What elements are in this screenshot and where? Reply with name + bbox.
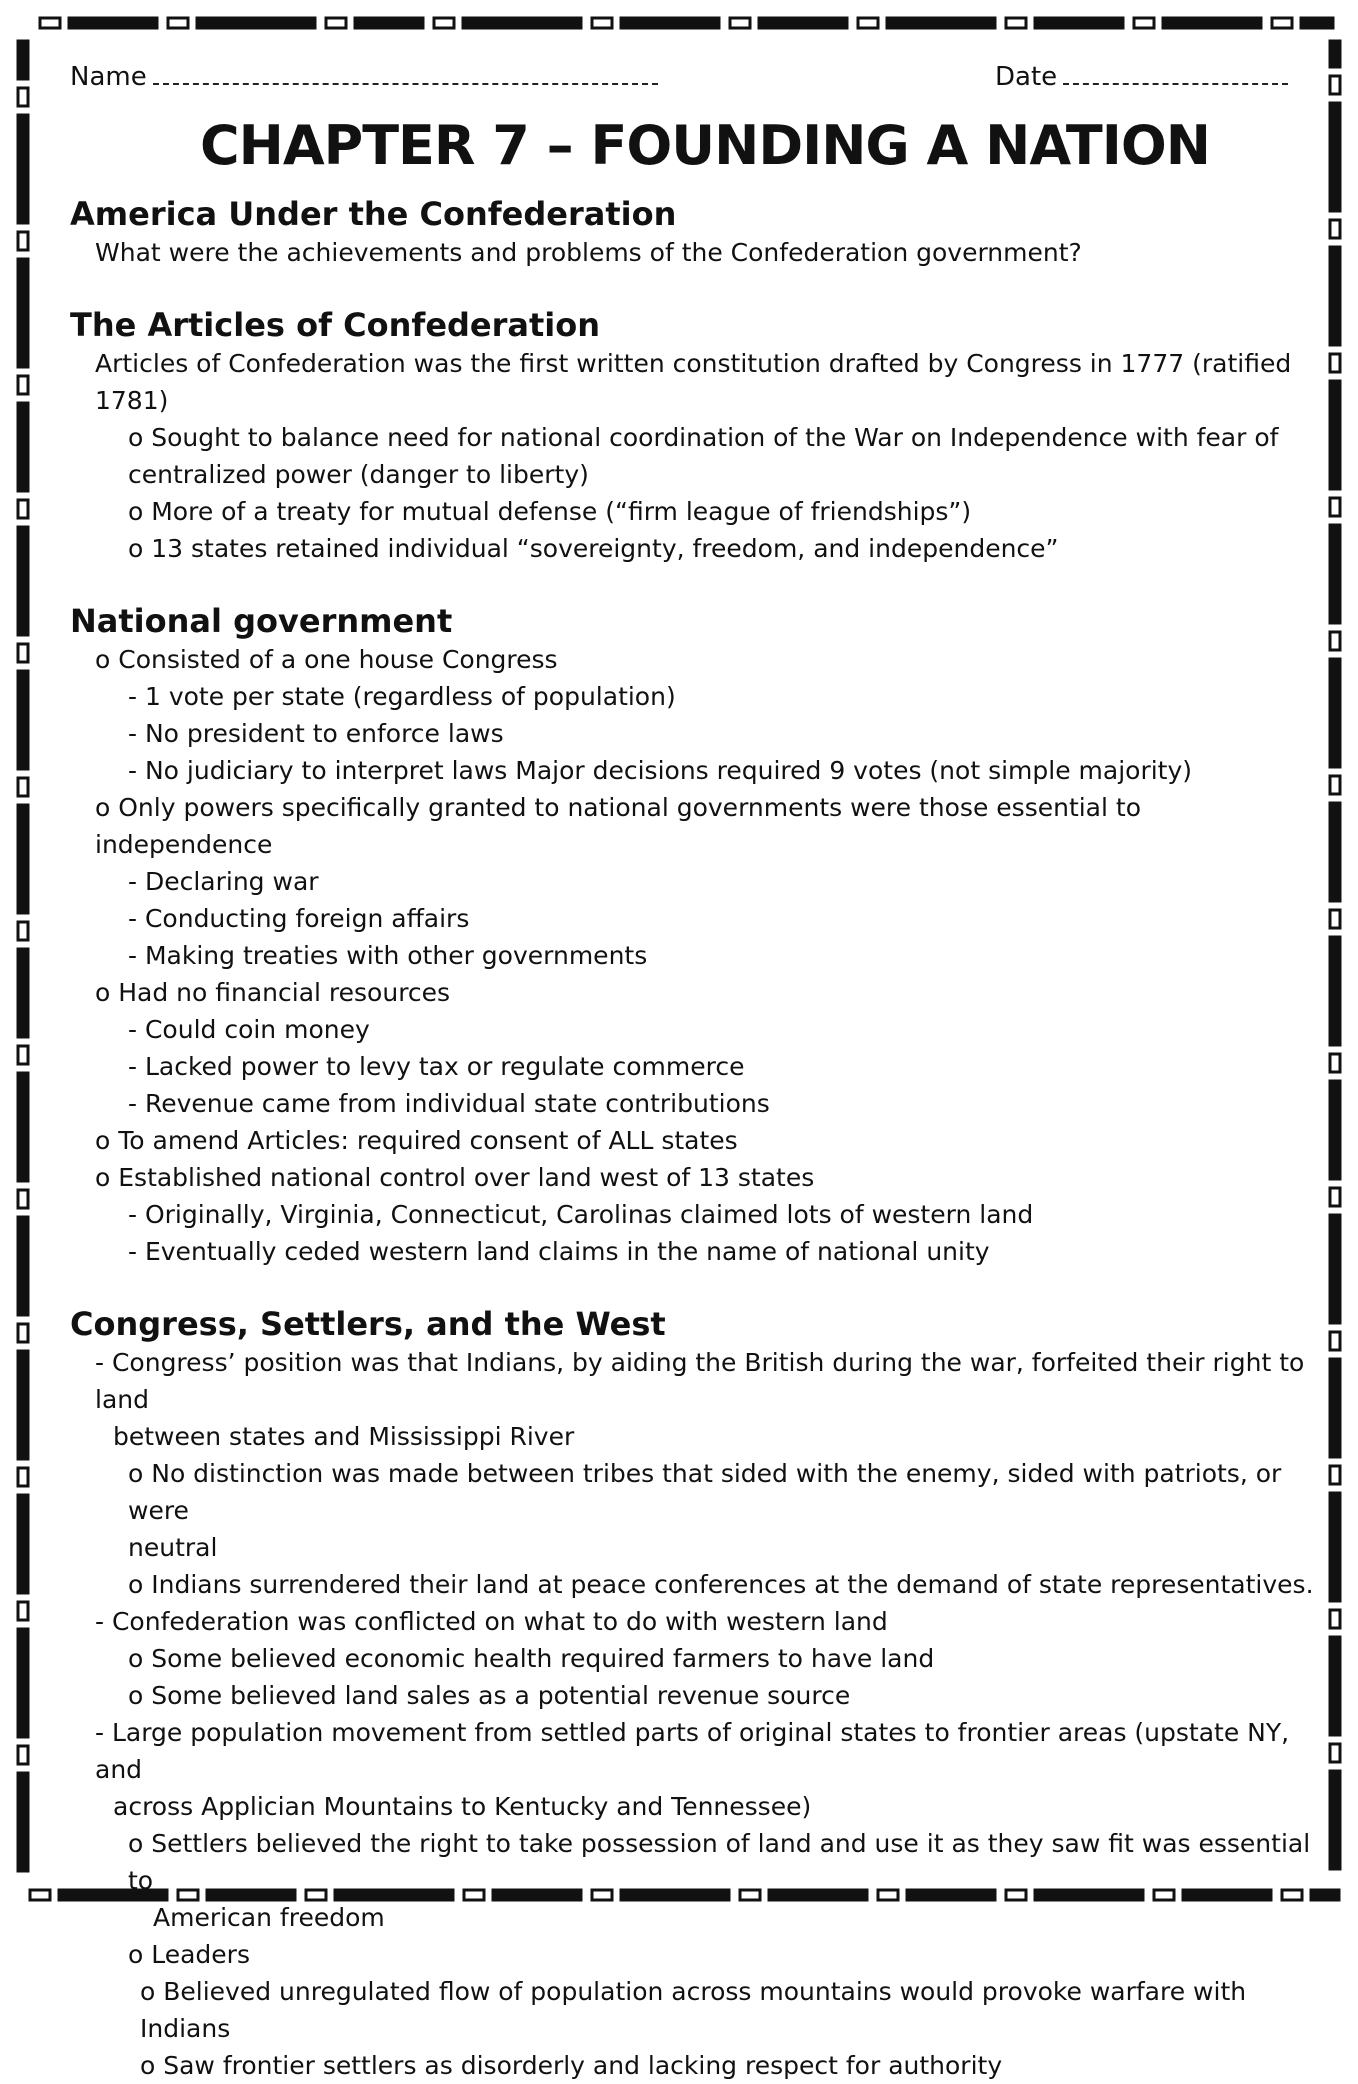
sub-bullet-item: o Believed unregulated flow of population across mountains would provoke warfare with Indians	[140, 1977, 1247, 2043]
bullet-item: o Settlers believed the right to take possession of land and use it as they saw fit was essential to	[128, 1829, 1311, 1895]
sub-item: - 1 vote per state (regardless of population)	[128, 682, 676, 711]
dash-item: - Confederation was conflicted on what to do with western land	[95, 1607, 888, 1636]
name-blank-line[interactable]	[153, 63, 658, 85]
dash-continuation: across Applician Mountains to Kentucky and Tennessee)	[113, 1792, 812, 1821]
sub-item: - Conducting foreign affairs	[128, 904, 470, 933]
bullet-item: o To amend Articles: required consent of ALL states	[95, 1126, 738, 1155]
bullet-item: o Some believed economic health required farmers to have land	[128, 1644, 935, 1673]
bullet-item: o 13 states retained individual “sovereignty, freedom, and independence”	[128, 534, 1059, 563]
section-america-under-confederation	[70, 194, 1315, 271]
date-field[interactable]	[995, 62, 1288, 92]
section-heading: America Under the Confederation	[70, 195, 677, 233]
section-heading: The Articles of Confederation	[70, 306, 601, 344]
sub-item: - Lacked power to levy tax or regulate commerce	[128, 1052, 745, 1081]
page-title: CHAPTER 7 – FOUNDING A NATION	[200, 114, 1210, 177]
guiding-question: What were the achievements and problems of the Confederation government?	[95, 238, 1082, 267]
bullet-continuation: centralized power (danger to liberty)	[128, 460, 589, 489]
sub-item: - No president to enforce laws	[128, 719, 504, 748]
bullet-continuation: American freedom	[153, 1903, 385, 1932]
sub-item: - Revenue came from individual state contributions	[128, 1089, 770, 1118]
section-articles-of-confederation	[70, 305, 1315, 567]
bullet-item: o No distinction was made between tribes that sided with the enemy, sided with patriots, or were	[128, 1459, 1282, 1525]
dash-continuation: between states and Mississippi River	[113, 1422, 575, 1451]
section-heading: National government	[70, 602, 453, 640]
bullet-item: o More of a treaty for mutual defense (“firm league of friendships”)	[128, 497, 972, 526]
sub-item: - No judiciary to interpret laws Major decisions required 9 votes (not simple majority)	[128, 756, 1193, 785]
bullet-item: o Leaders	[128, 1940, 250, 1969]
dash-item: - Congress’ position was that Indians, by aiding the British during the war, forfeited their right to land	[95, 1348, 1305, 1414]
section-congress-settlers-west	[70, 1304, 1315, 2084]
bullet-item: o Had no financial resources	[95, 978, 451, 1007]
sub-item: - Eventually ceded western land claims in the name of national unity	[128, 1237, 990, 1266]
notes-content	[70, 194, 1315, 2084]
bullet-continuation: neutral	[128, 1533, 218, 1562]
sub-item: - Declaring war	[128, 867, 319, 896]
sub-item: - Could coin money	[128, 1015, 370, 1044]
date-blank-line[interactable]	[1063, 63, 1288, 85]
date-label: Date	[995, 62, 1058, 92]
sub-item: - Originally, Virginia, Connecticut, Carolinas claimed lots of western land	[128, 1200, 1034, 1229]
bullet-item: o Sought to balance need for national coordination of the War on Independence with fear of	[128, 423, 1279, 452]
bullet-item: o Only powers specifically granted to national governments were those essential to independence	[95, 793, 1141, 859]
name-field[interactable]	[70, 62, 658, 92]
sub-item: - Making treaties with other governments	[128, 941, 648, 970]
section-national-government	[70, 601, 1315, 1270]
section-heading: Congress, Settlers, and the West	[70, 1305, 666, 1343]
note-line: Articles of Confederation was the first written constitution drafted by Congress in 1777 (ratified 1781)	[95, 349, 1292, 415]
bullet-item: o Established national control over land west of 13 states	[95, 1163, 815, 1192]
bullet-item: o Some believed land sales as a potential revenue source	[128, 1681, 851, 1710]
bullet-item: o Indians surrendered their land at peace conferences at the demand of state representatives.	[128, 1570, 1314, 1599]
sub-bullet-item: o Saw frontier settlers as disorderly and lacking respect for authority	[140, 2051, 1003, 2080]
name-label: Name	[70, 62, 147, 92]
bullet-item: o Consisted of a one house Congress	[95, 645, 558, 674]
dash-item: - Large population movement from settled parts of original states to frontier areas (upstate NY, and	[95, 1718, 1290, 1784]
